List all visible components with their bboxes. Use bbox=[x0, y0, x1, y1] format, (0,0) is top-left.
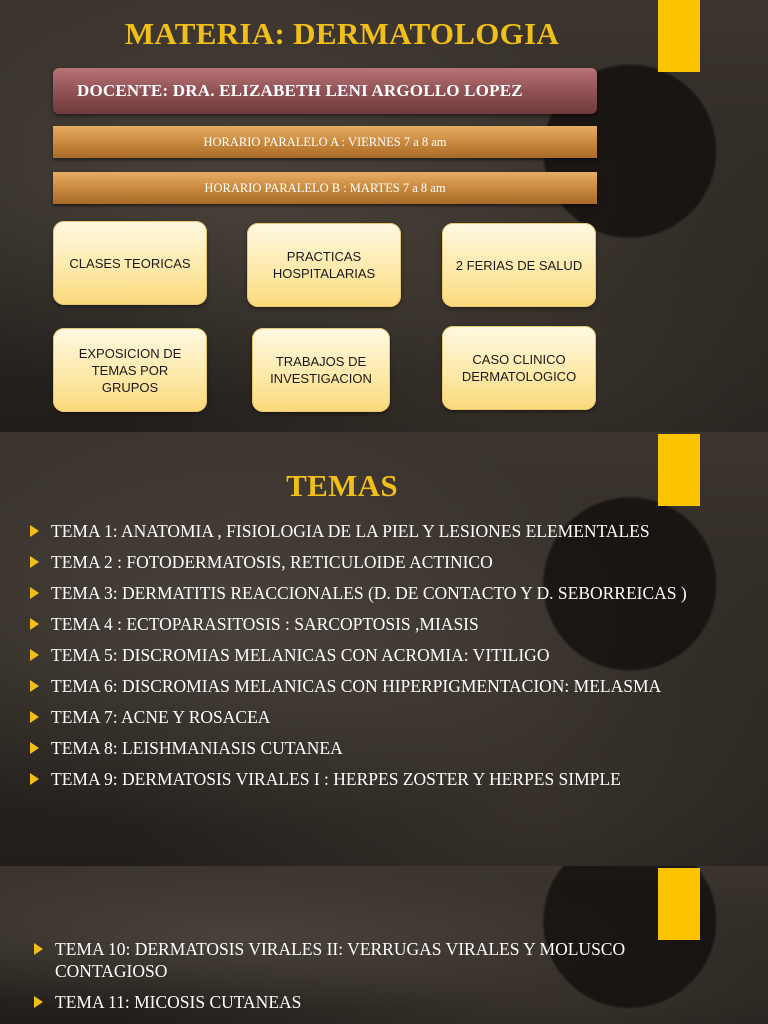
slide-title: MATERIA: DERMATOLOGIA bbox=[124, 16, 560, 51]
arrow-bullet-icon bbox=[34, 996, 43, 1008]
activity-box-ferias-de-salud: 2 FERIAS DE SALUD bbox=[442, 223, 596, 307]
arrow-bullet-icon bbox=[30, 525, 39, 537]
activity-box-trabajos-de-investigacion: TRABAJOS DE INVESTIGACION bbox=[252, 328, 390, 412]
list-item: TEMA 8: LEISHMANIASIS CUTANEA bbox=[30, 737, 728, 759]
activity-box-caso-clinico: CASO CLINICO DERMATOLOGICO bbox=[442, 326, 596, 410]
docente-banner: DOCENTE: DRA. ELIZABETH LENI ARGOLLO LOPEZ bbox=[53, 68, 597, 114]
list-item: TEMA 7: ACNE Y ROSACEA bbox=[30, 706, 728, 728]
topic-list bbox=[30, 520, 728, 799]
activity-box-clases-teoricas: CLASES TEORICAS bbox=[53, 221, 207, 305]
arrow-bullet-icon bbox=[30, 618, 39, 630]
arrow-bullet-icon bbox=[30, 680, 39, 692]
slide-temas bbox=[0, 432, 768, 866]
list-item: TEMA 4 : ECTOPARASITOSIS : SARCOPTOSIS ,MIASIS bbox=[30, 613, 728, 635]
activity-box-exposicion-de-temas: EXPOSICION DE TEMAS POR GRUPOS bbox=[53, 328, 207, 412]
list-item: TEMA 11: MICOSIS CUTANEAS bbox=[34, 991, 728, 1013]
topic-list bbox=[34, 938, 728, 1022]
horario-paralelo-a: HORARIO PARALELO A : VIERNES 7 a 8 am bbox=[53, 126, 597, 158]
arrow-bullet-icon bbox=[30, 773, 39, 785]
activity-box-practicas-hospitalarias: PRACTICAS HOSPITALARIAS bbox=[247, 223, 401, 307]
arrow-bullet-icon bbox=[30, 649, 39, 661]
list-item: TEMA 5: DISCROMIAS MELANICAS CON ACROMIA: VITILIGO bbox=[30, 644, 728, 666]
horario-paralelo-b: HORARIO PARALELO B : MARTES 7 a 8 am bbox=[53, 172, 597, 204]
arrow-bullet-icon bbox=[30, 556, 39, 568]
slide-materia bbox=[0, 0, 768, 432]
slide-title: TEMAS bbox=[286, 468, 398, 503]
arrow-bullet-icon bbox=[30, 742, 39, 754]
slide-temas-continued bbox=[0, 866, 768, 1024]
arrow-bullet-icon bbox=[30, 587, 39, 599]
list-item: TEMA 3: DERMATITIS REACCIONALES (D. DE CONTACTO Y D. SEBORREICAS ) bbox=[30, 582, 728, 604]
arrow-bullet-icon bbox=[34, 943, 43, 955]
arrow-bullet-icon bbox=[30, 711, 39, 723]
list-item: TEMA 9: DERMATOSIS VIRALES I : HERPES ZOSTER Y HERPES SIMPLE bbox=[30, 768, 728, 790]
list-item: TEMA 6: DISCROMIAS MELANICAS CON HIPERPIGMENTACION: MELASMA bbox=[30, 675, 728, 697]
gold-accent-tab bbox=[658, 868, 700, 940]
list-item: TEMA 1: ANATOMIA , FISIOLOGIA DE LA PIEL Y LESIONES ELEMENTALES bbox=[30, 520, 728, 542]
list-item: TEMA 2 : FOTODERMATOSIS, RETICULOIDE ACTINICO bbox=[30, 551, 728, 573]
list-item: TEMA 10: DERMATOSIS VIRALES II: VERRUGAS VIRALES Y MOLUSCO CONTAGIOSO bbox=[34, 938, 728, 982]
